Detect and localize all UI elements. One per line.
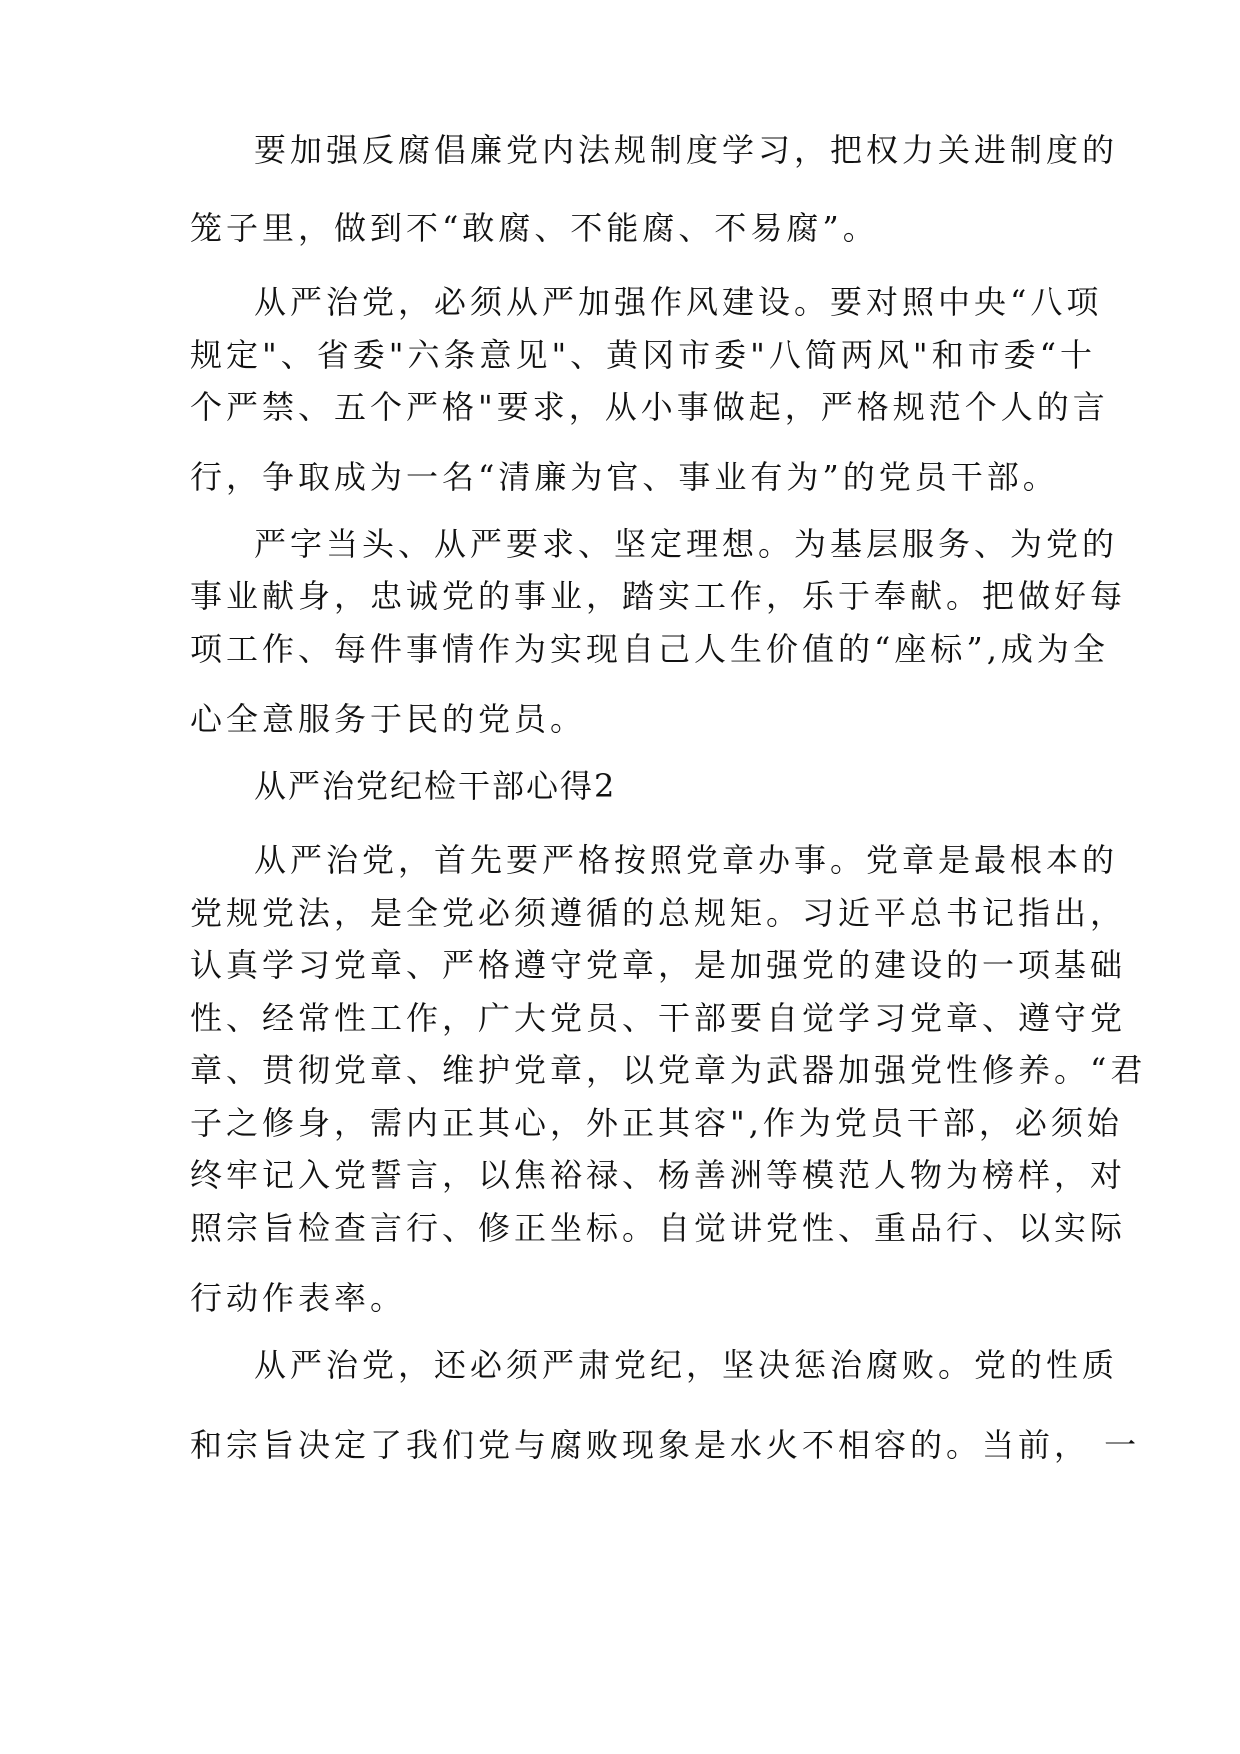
paragraph-2-line-4: 行，争取成为一名“清廉为官、事业有为”的党员干部。 (190, 458, 1059, 496)
paragraph-3-line-2: 事业献身，忠诚党的事业，踏实工作，乐于奉献。把做好每 (190, 577, 1127, 615)
section-heading: 从严治党纪检干部心得2 (254, 767, 617, 805)
paragraph-4-line-7: 终牢记入党誓言，以焦裕禄、杨善洲等模范人物为榜样，对 (190, 1156, 1127, 1194)
paragraph-1-line-2: 笼子里，做到不“敢腐、不能腐、不易腐”。 (190, 209, 879, 247)
paragraph-4-line-3: 认真学习党章、严格遵守党章，是加强党的建设的一项基础 (190, 946, 1127, 984)
paragraph-4-line-9: 行动作表率。 (190, 1279, 407, 1317)
paragraph-1-line-1: 要加强反腐倡廉党内法规制度学习，把权力关进制度的 (254, 131, 1119, 169)
paragraph-4-line-1: 从严治党，首先要严格按照党章办事。党章是最根本的 (254, 841, 1119, 879)
paragraph-2-line-1: 从严治党，必须从严加强作风建设。要对照中央“八项 (254, 283, 1103, 321)
paragraph-5-line-2: 和宗旨决定了我们党与腐败现象是水火不相容的。当前， 一 (190, 1426, 1141, 1464)
paragraph-4-line-5: 章、贯彻党章、维护党章，以党章为武器加强党性修养。“君 (190, 1051, 1147, 1089)
paragraph-2-line-2: 规定"、省委"六条意见"、黄冈市委"八简两风"和市委“十 (190, 336, 1096, 374)
paragraph-3-line-4: 心全意服务于民的党员。 (190, 700, 587, 738)
paragraph-4-line-4: 性、经常性工作，广大党员、干部要自觉学习党章、遵守党 (190, 999, 1127, 1037)
paragraph-2-line-3: 个严禁、五个严格"要求，从小事做起，严格规范个人的言 (190, 388, 1109, 426)
paragraph-4-line-2: 党规党法，是全党必须遵循的总规矩。习近平总书记指出， (190, 894, 1127, 932)
paragraph-4-line-8: 照宗旨检查言行、修正坐标。自觉讲党性、重品行、以实际 (190, 1209, 1127, 1247)
paragraph-5-line-1: 从严治党，还必须严肃党纪，坚决惩治腐败。党的性质 (254, 1346, 1119, 1384)
paragraph-3-line-1: 严字当头、从严要求、坚定理想。为基层服务、为党的 (254, 525, 1119, 563)
paragraph-3-line-3: 项工作、每件事情作为实现自己人生价值的“座标”,成为全 (190, 630, 1109, 668)
paragraph-4-line-6: 子之修身，需内正其心，外正其容",作为党员干部，必须始 (190, 1104, 1123, 1142)
